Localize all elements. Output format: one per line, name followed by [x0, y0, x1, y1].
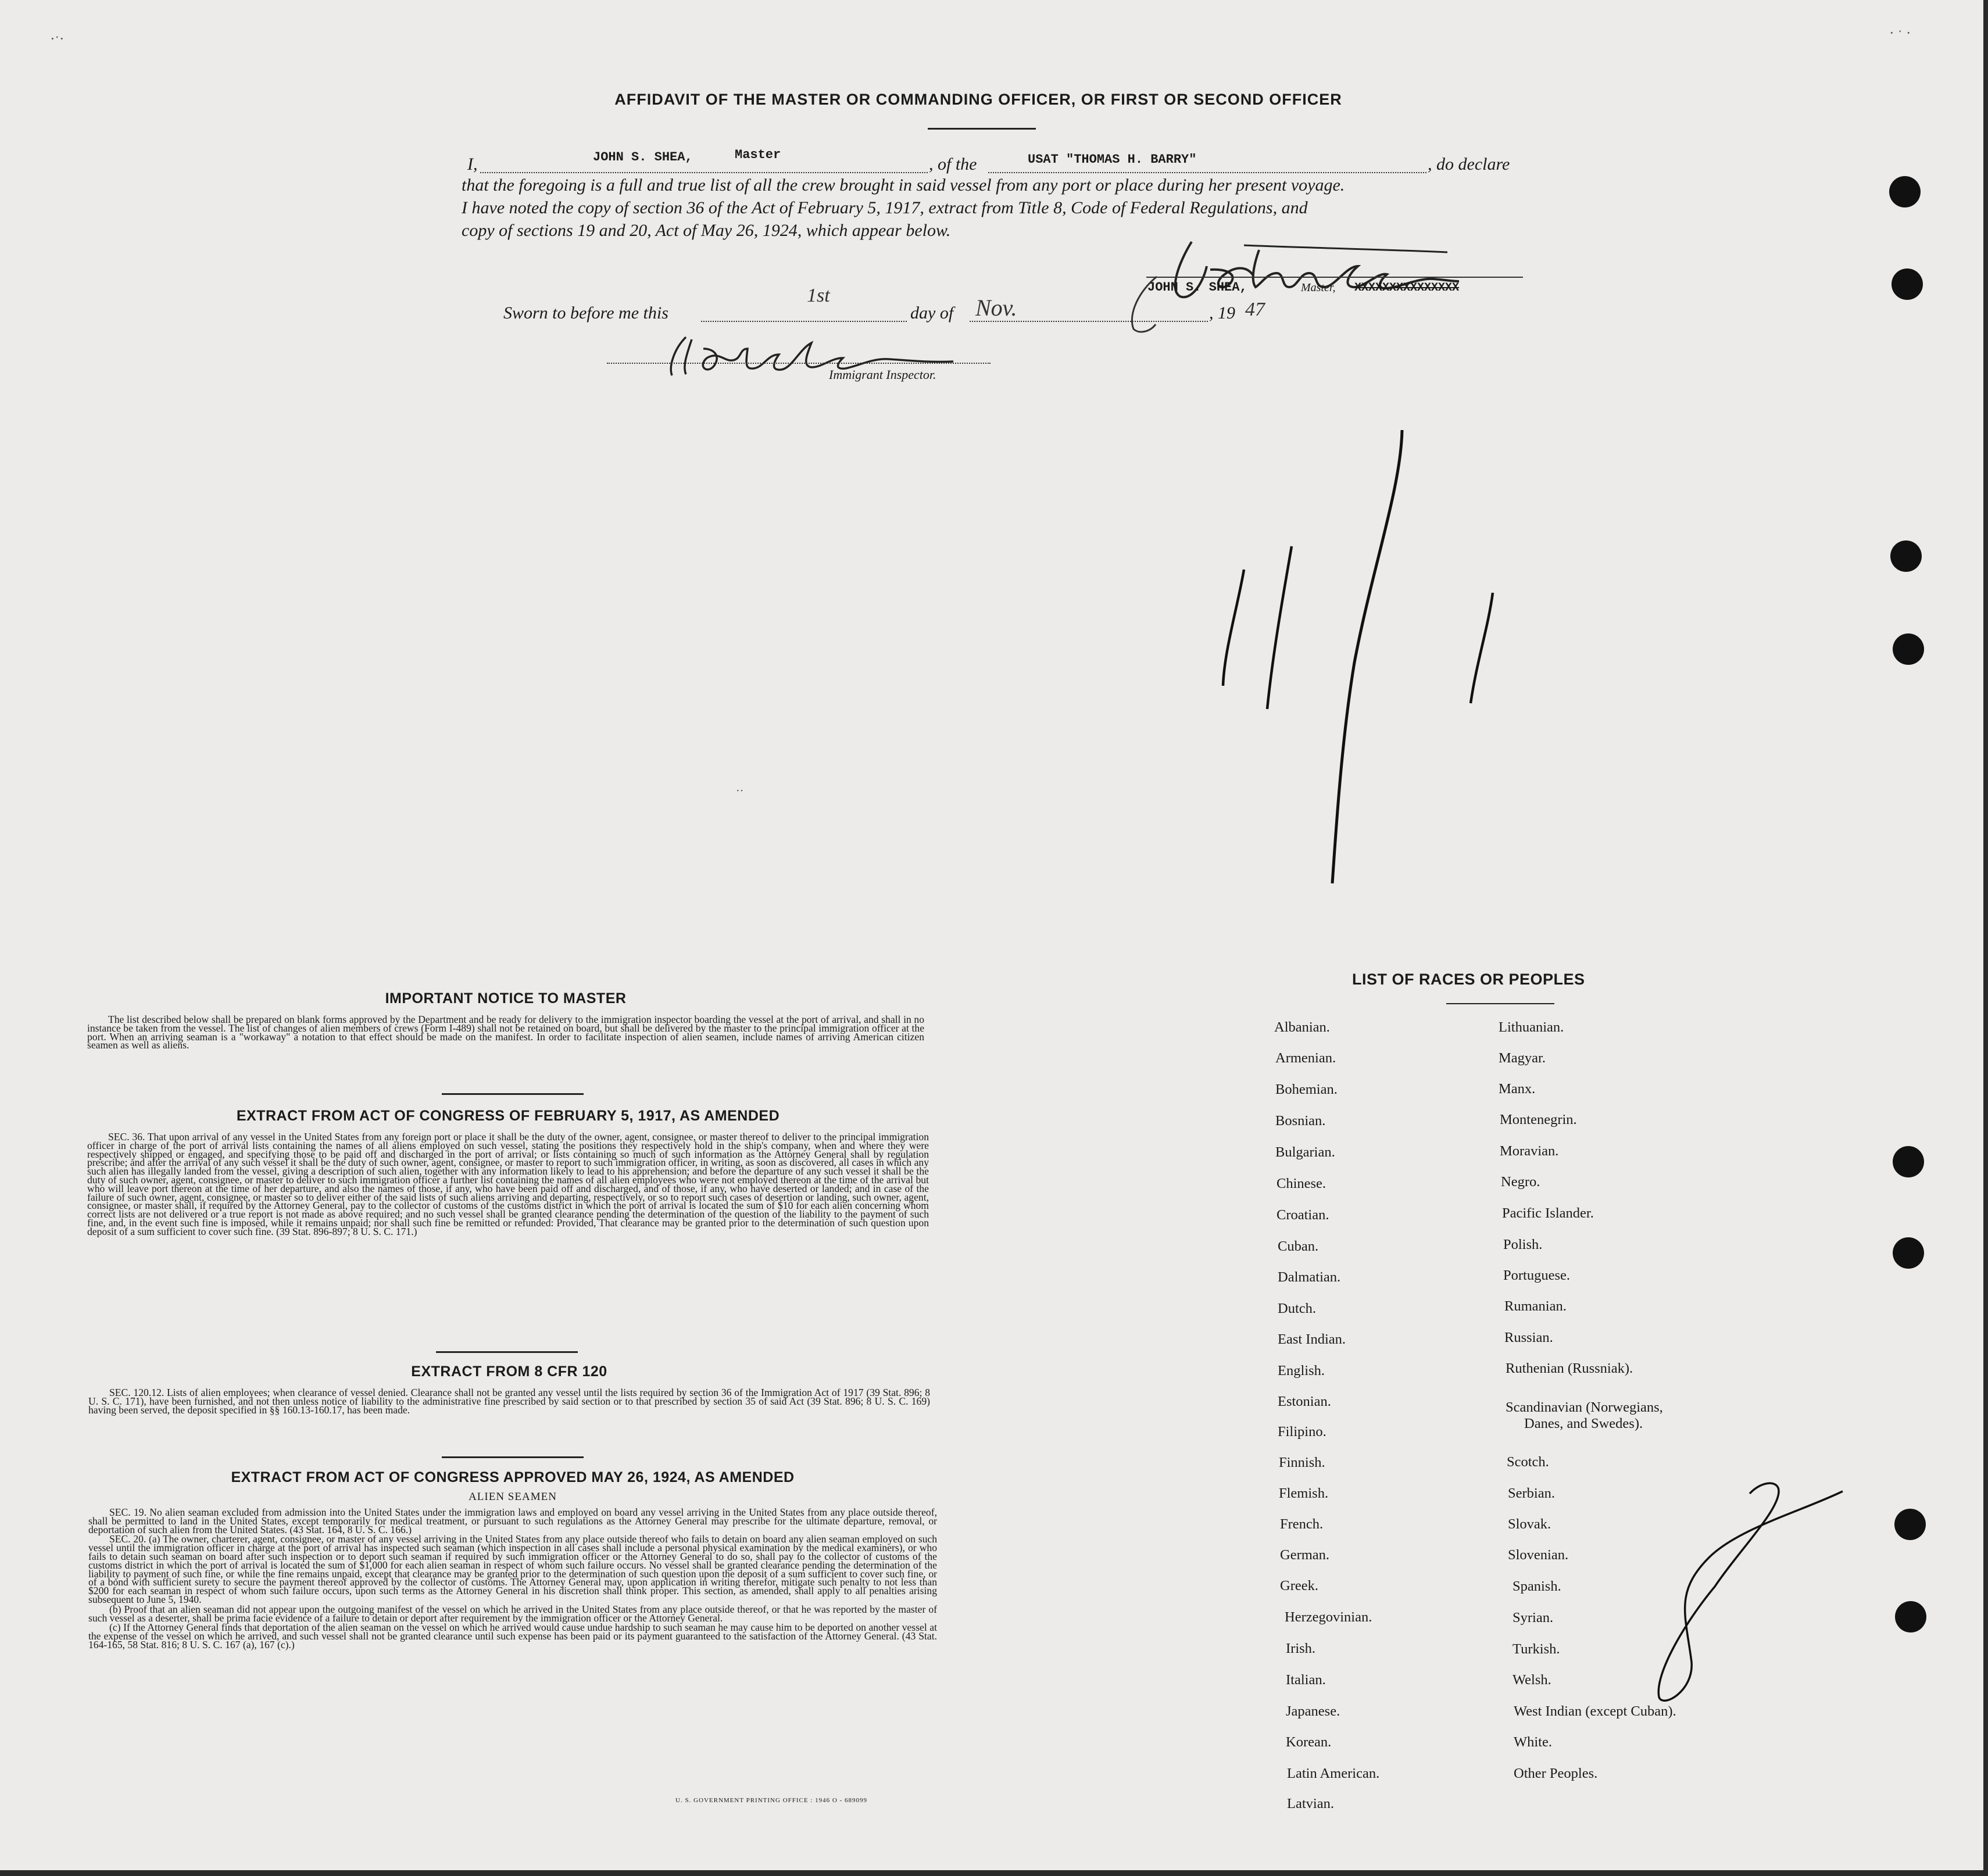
race-item: Bulgarian. — [1275, 1144, 1335, 1160]
notice-section — [87, 990, 924, 1051]
extract-1917-body — [87, 1133, 929, 1236]
race-item: Bosnian. — [1275, 1113, 1326, 1129]
race-item: Negro. — [1501, 1174, 1540, 1190]
signature-line — [1146, 277, 1523, 278]
race-item: Irish. — [1286, 1641, 1316, 1656]
race-item: Spanish. — [1513, 1578, 1561, 1594]
binder-hole — [1894, 1509, 1926, 1540]
race-item: Chinese. — [1277, 1176, 1326, 1191]
printer-imprint: U. S. GOVERNMENT PRINTING OFFICE : 1946 O - 689099 — [675, 1797, 868, 1804]
extract-1917-section — [87, 1108, 929, 1237]
races-title: LIST OF RACES OR PEOPLES — [1352, 971, 1585, 988]
day-line — [701, 321, 907, 322]
race-item: Japanese. — [1286, 1703, 1340, 1719]
extract-cfr-paragraph: SEC. 120.12. Lists of alien employees; when clearance of vessel denied. Clearance shall not be granted any vessel until the lists required by section 36 of the Immigration Act of 1917 (39 Stat. 896; 8 U. S. C. 171), have been furnished, and not then unless notice of liability to the administrative fine prescribed by said section or to that prescribed by section 35 of said Act (39 Stat. 896; 8 U. S. C. 169) having been served, the deposit specified in §§ 160.13-160.17, has been made. — [88, 1387, 930, 1416]
signer-typed: JOHN S. SHEA, — [1147, 280, 1247, 295]
binder-hole — [1889, 176, 1921, 207]
race-item: Korean. — [1286, 1734, 1332, 1750]
scan-mark: ·· — [736, 785, 744, 797]
race-item: Slovak. — [1508, 1516, 1551, 1532]
binder-hole — [1892, 268, 1923, 300]
section-divider — [442, 1093, 584, 1095]
affidavit-line-4: copy of sections 19 and 20, Act of May 26, 1924, which appear below. — [462, 221, 951, 240]
race-item: East Indian. — [1278, 1331, 1346, 1347]
affidavit-title: AFFIDAVIT OF THE MASTER OR COMMANDING OFFICER, OR FIRST OR SECOND OFFICER — [614, 91, 1342, 108]
binder-hole — [1893, 633, 1924, 665]
month-handwritten: Nov. — [975, 295, 1017, 321]
sec-20b-paragraph: (b) Proof that an alien seaman did not appear upon the outgoing manifest of the vessel on which he arrived in the United States from any place outside thereof, or that he was reported by the master of such vessel as a deserter, shall be prima facie evidence of a failure to detain or deport after requirement by the immigration officer or the Attorney General. — [88, 1603, 937, 1624]
races-divider — [1446, 1003, 1554, 1004]
race-item: Portuguese. — [1503, 1268, 1570, 1283]
inspector-label: Immigrant Inspector. — [829, 367, 936, 382]
section-divider — [442, 1456, 584, 1458]
race-item: Magyar. — [1499, 1050, 1546, 1066]
race-item: Armenian. — [1275, 1050, 1336, 1066]
notice-title: IMPORTANT NOTICE TO MASTER — [385, 990, 627, 1007]
extract-1924-section — [88, 1469, 937, 1651]
inspector-line — [607, 363, 991, 364]
race-item: Filipino. — [1278, 1424, 1326, 1440]
race-item: Syrian. — [1513, 1610, 1554, 1626]
race-item: Herzegovinian. — [1285, 1609, 1372, 1625]
race-item: Serbian. — [1508, 1485, 1555, 1501]
alien-seamen-subtitle: ALIEN SEAMEN — [469, 1491, 557, 1503]
race-item: Latvian. — [1287, 1796, 1334, 1811]
affidavit-line-3: I have noted the copy of section 36 of the Act of February 5, 1917, extract from Title 8, Code of Federal Regulations, and — [462, 198, 1308, 217]
race-item: English. — [1278, 1363, 1325, 1379]
year-handwritten: 47 — [1245, 299, 1265, 320]
race-item: Rumanian. — [1504, 1298, 1567, 1314]
race-item: Slovenian. — [1508, 1547, 1569, 1563]
race-item: West Indian (except Cuban). — [1514, 1703, 1676, 1719]
sec-20c-paragraph: (c) If the Attorney General finds that deportation of the alien seaman on the vessel on which he arrived would cause undue hardship to such seaman he may cause him to be deported on another vessel at the expense of the vessel on which he arrived, and such vessel shall not be granted clearance until such expense has been paid or its payment guaranteed to the satisfaction of the Attorney General. (43 Stat. 164-165, 58 Stat. 816; 8 U. S. C. 167 (a), 167 (c).) — [88, 1621, 937, 1651]
race-item: Other Peoples. — [1514, 1766, 1598, 1781]
extract-1917-paragraph: SEC. 36. That upon arrival of any vessel in the United States from any foreign port or place it shall be the duty of the owner, agent, consignee, or master thereof to deliver to the principal immigration officer in charge of the port of arrival lists containing the names of all aliens employed on such vessel, stating the positions they respectively hold in the ship's company, when and where they were respectively shipped or engaged, and specifying those to be paid off and discharged in the port of arrival; or lists containing so much of such information as the Attorney General shall by regulation prescribe; and after the arrival of any such vessel it shall be the duty of such owner, agent, consignee, or master to report to such immigration officer, in writing, as soon as discovered, all cases in which any such alien has illegally landed from the vessel, giving a description of such alien, together with any information likely to lead to his apprehension; and before the departure of any such vessel it shall be the duty of such owner, agent, consignee, or master to deliver to such immigration officer a further list containing the names of all alien employees who were not employed thereon at the time of the arrival but who will leave port thereon at the time of her departure, and also the names of those, if any, who have been paid off and discharged, and of those, if any, who have deserted or landed; and in case of the failure of such owner, agent, consignee, or master so to deliver either of the said lists of such aliens arriving and departing, respectively, or so to report such cases of desertion or landing, such owner, agent, consignee, or master shall, if required by the Attorney General, pay to the collector of customs of the customs district in which the port of arrival is located the sum of $10 for each alien concerning whom correct lists are not delivered or a true report is not made as above required; and no such vessel shall be granted clearance pending the determination of the question of the liability to the payment of such fine, and, in the event such fine is imposed, while it remains unpaid; nor shall such fine be remitted or refunded: Provided, That clearance may be granted prior to the determination of such question upon deposit of a sum sufficient to cover such fine. (39 Stat. 896-897; 8 U. S. C. 171.) — [87, 1131, 929, 1237]
struck-typed: XXXXXXXXXXXXXXX — [1354, 281, 1460, 295]
binder-hole — [1890, 540, 1922, 572]
binder-hole — [1893, 1146, 1924, 1177]
race-item: Scandinavian (Norwegians, — [1506, 1399, 1663, 1415]
race-item: Montenegrin. — [1500, 1112, 1577, 1127]
of-the-label: , of the — [929, 155, 977, 174]
extract-cfr-section — [88, 1363, 930, 1415]
race-item: Polish. — [1503, 1237, 1543, 1252]
sec-20a-paragraph: SEC. 20. (a) The owner, charterer, agent, consignee, or master of any vessel arriving in the United States from any place outside thereof who fails to detain on board any alien seaman employed on such vessel until the immigration officer in charge at the port of arrival has inspected such seaman (which inspection in all cases shall include a personal physical examination by the medical examiners), or who fails to detain such seaman on board after such inspection or to deport such seaman if required by such immigration officer or the Attorney General to do so, shall pay to the collector of customs of the customs district in which the port of arrival is located the sum of $1,000 for each alien seaman in respect of whom such failure occurs. No vessel shall be granted clearance pending the determination of the liability to payment of such fine, or while the fine remains unpaid, except that clearance may be granted prior to the determination of such question upon the deposit of a sum sufficient to cover such fine, or of a bond with sufficient surety to secure the payment thereof approved by the collector of customs. The Attorney General may, upon application in writing therefor, mitigate such penalty to not less than $200 for each seaman in respect of whom such failure occurs, upon such terms as the Attorney General in his discretion shall think proper. This section, as amended, shall apply to all penalties arising subsequent to June 5, 1940. — [88, 1533, 937, 1605]
sec-19-paragraph: SEC. 19. No alien seaman excluded from admission into the United States under the immigration laws and employed on board any vessel arriving in the United States from any place outside thereof, shall be permitted to land in the United States, except temporarily for medical treatment, or pursuant to such regulations as the Attorney General may prescribe for the ultimate departure, removal, or deportation of such alien from the United States. (43 Stat. 164, 8 U. S. C. 166.) — [88, 1506, 937, 1535]
extract-1924-body — [88, 1508, 937, 1649]
race-item: Dalmatian. — [1278, 1269, 1341, 1285]
race-item: Cuban. — [1278, 1238, 1319, 1254]
scan-mark: ·ˑ· — [50, 30, 65, 47]
race-item: Croatian. — [1277, 1207, 1329, 1223]
race-item: German. — [1280, 1547, 1330, 1563]
affidavit-line-2: that the foregoing is a full and true list of all the crew brought in said vessel from any port or place during her present voyage. — [462, 176, 1345, 195]
race-item: Finnish. — [1279, 1455, 1325, 1470]
sworn-label: Sworn to before me this — [503, 303, 668, 323]
binder-hole — [1893, 1237, 1924, 1269]
notice-body — [87, 1015, 924, 1050]
year-prefix: , 19 — [1209, 303, 1235, 323]
race-item: Lithuanian. — [1499, 1019, 1564, 1035]
notice-paragraph: The list described below shall be prepared on blank forms approved by the Department and be ready for delivery to the immigration inspector boarding the vessel at the port of arrival, and shall in no instance be taken from the vessel. The list of changes of alien members of crews (Form I-489) shall not be retained on board, but shall be delivered by the master to the principal immigration officer at the port. When an arriving seaman is a "workaway" a notation to that effect should be made on the manifest. In order to facilitate inspection of alien seamen, include names of arriving American citizen seamen as well as aliens. — [87, 1014, 924, 1051]
race-item: Russian. — [1504, 1330, 1553, 1345]
name-typed: JOHN S. SHEA, — [593, 150, 693, 164]
race-item: White. — [1514, 1734, 1552, 1750]
do-declare-label: , do declare — [1428, 155, 1510, 174]
race-item: Greek. — [1280, 1578, 1318, 1594]
race-item: Estonian. — [1278, 1394, 1331, 1409]
vessel-typed: USAT "THOMAS H. BARRY" — [1028, 152, 1197, 167]
race-item: Bohemian. — [1275, 1082, 1338, 1097]
race-item: Manx. — [1499, 1081, 1536, 1097]
extract-cfr-title: EXTRACT FROM 8 CFR 120 — [411, 1363, 607, 1380]
race-item: Flemish. — [1279, 1485, 1329, 1501]
race-item: Scotch. — [1507, 1454, 1549, 1470]
binder-hole — [1895, 1601, 1926, 1632]
day-handwritten: 1st — [807, 285, 830, 306]
name-line — [480, 172, 928, 173]
vessel-line — [988, 172, 1426, 173]
section-divider — [436, 1351, 578, 1353]
race-item: Pacific Islander. — [1502, 1205, 1594, 1221]
i-label: I, — [467, 155, 478, 174]
race-item: French. — [1280, 1516, 1324, 1532]
race-item: Dutch. — [1278, 1301, 1316, 1316]
day-of-label: day of — [910, 303, 954, 323]
race-item: Ruthenian (Russniak). — [1506, 1361, 1633, 1376]
race-item: Albanian. — [1274, 1019, 1330, 1035]
extract-1924-title: EXTRACT FROM ACT OF CONGRESS APPROVED MAY 26, 1924, AS AMENDED — [231, 1469, 795, 1485]
race-item: Latin American. — [1287, 1766, 1380, 1781]
master-label: Master, — [1301, 281, 1336, 294]
race-item: Danes, and Swedes). — [1524, 1416, 1643, 1431]
rank-typed: Master — [735, 148, 781, 162]
race-item: Italian. — [1286, 1672, 1326, 1688]
race-item: Welsh. — [1513, 1672, 1551, 1688]
title-divider — [928, 128, 1036, 130]
race-item: Moravian. — [1500, 1143, 1559, 1159]
extract-1917-title: EXTRACT FROM ACT OF CONGRESS OF FEBRUARY 5, 1917, AS AMENDED — [236, 1108, 780, 1124]
scan-mark: · ˑ · — [1889, 24, 1911, 41]
extract-cfr-body — [88, 1388, 930, 1414]
race-item: Turkish. — [1513, 1641, 1560, 1657]
